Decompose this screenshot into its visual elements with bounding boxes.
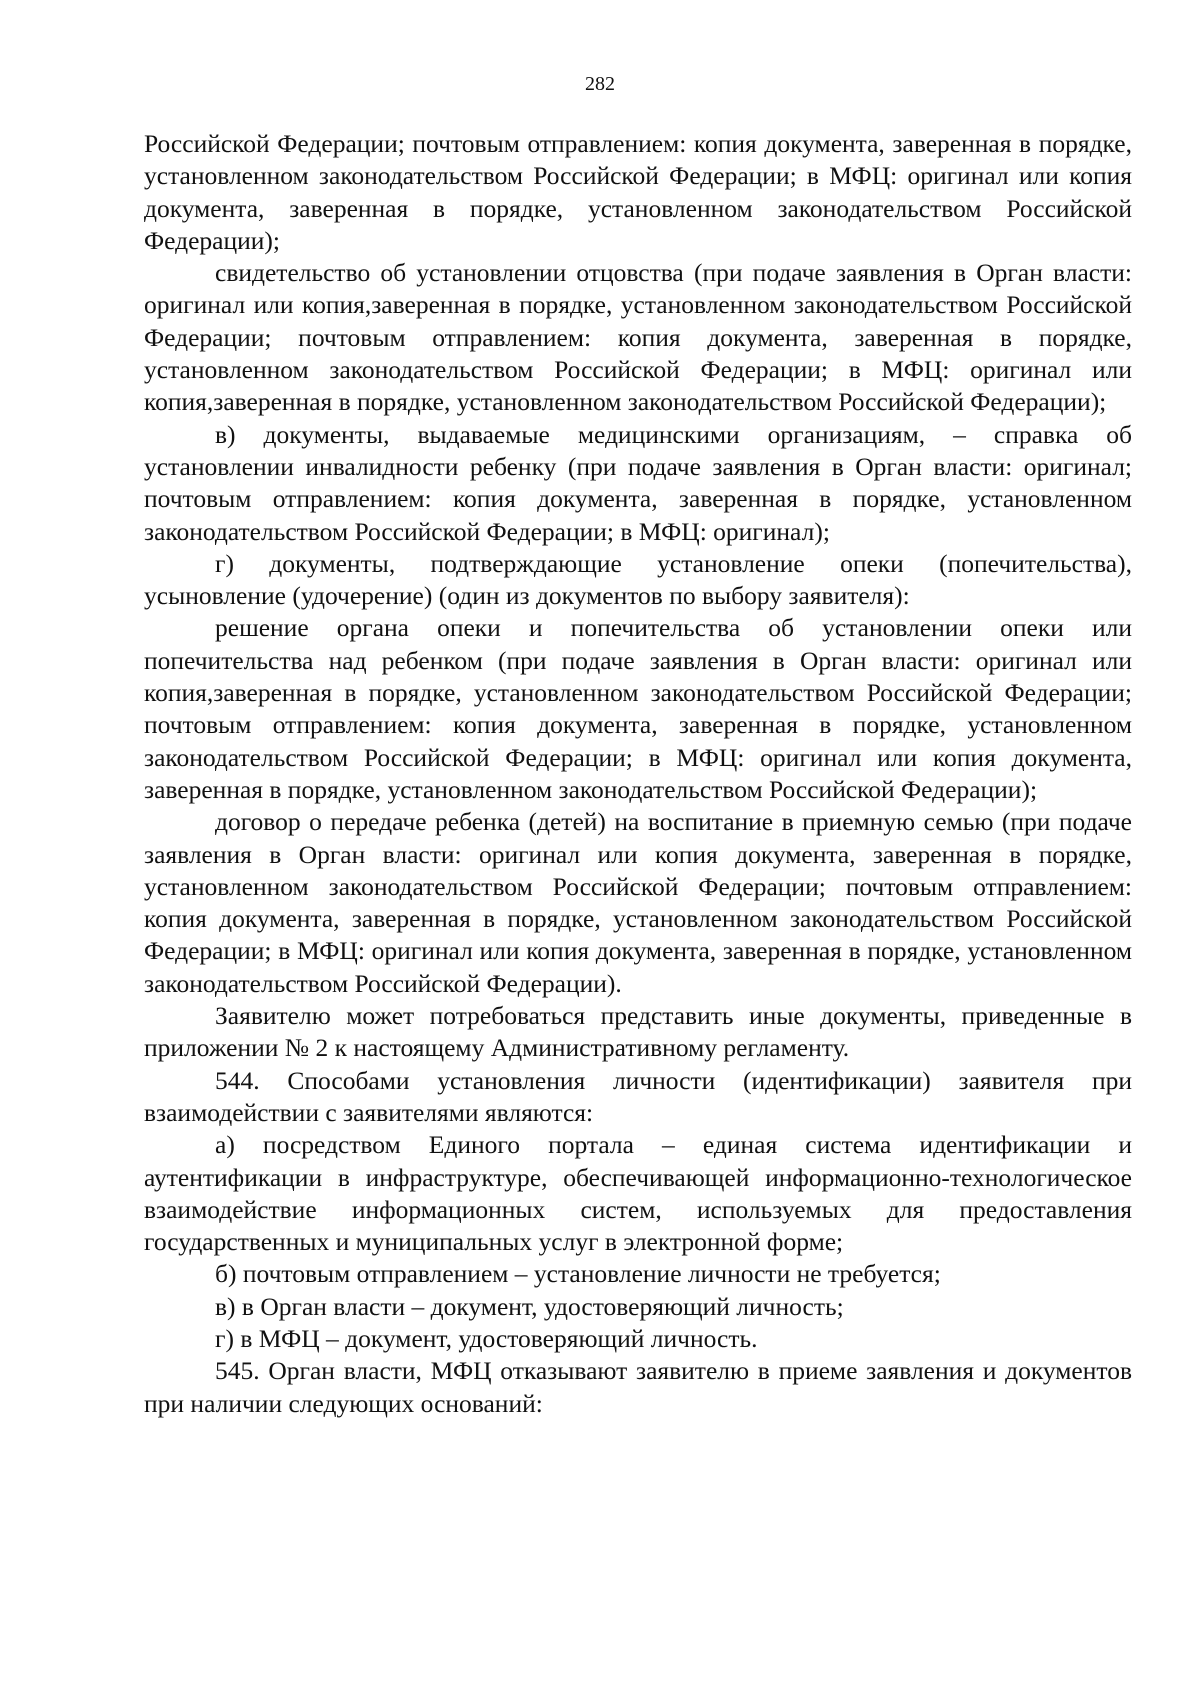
paragraph: в) в Орган власти – документ, удостоверяющий личность; (215, 1291, 844, 1321)
paragraph: 545. Орган власти, МФЦ отказывают заявителю в приеме заявления и документов при наличии следующих оснований: (144, 1356, 1132, 1418)
paragraph: а) посредством Единого портала – единая система идентификации и аутентификации в инфраструктуре, обеспечивающей информационно-технологическое взаимодействие информационных систем, используемых для предоставления государственных и муниципальных услуг в электронной форме; (144, 1130, 1132, 1257)
page-number: 282 (585, 73, 615, 95)
paragraph: г) документы, подтверждающие установление опеки (попечительства), усыновление (удочерение) (один из документов по выбору заявителя): (144, 548, 1132, 611)
paragraph: свидетельство об установлении отцовства (при подаче заявления в Орган власти: оригинал или копия,заверенная в порядке, установленном законодательством Российской Федерации; почтовым отправлением: копия документа, заверенная в порядке, установленном законодательством Российской Федерации; в МФЦ: оригинал или копия,заверенная в порядке, установленном законодательством Российской Федерации); (144, 258, 1132, 417)
paragraph: Заявителю может потребоваться представить иные документы, приведенные в приложении № 2 к настоящему Административному регламенту. (144, 1001, 1132, 1063)
paragraph: б) почтовым отправлением – установление личности не требуется; (215, 1259, 941, 1289)
paragraph: решение органа опеки и попечительства об установлении опеки или попечительства над ребенком (при подаче заявления в Орган власти: оригинал или копия,заверенная в порядке, установленном законодательством Российской Федерации; почтовым отправлением: копия документа, заверенная в порядке, установленном законодательством Российской Федерации; в МФЦ: оригинал или копия документа, заверенная в порядке, установленном законодательством Российской Федерации); (144, 613, 1132, 804)
paragraph: г) в МФЦ – документ, удостоверяющий личность. (215, 1323, 758, 1353)
paragraph: 544. Способами установления личности (идентификации) заявителя при взаимодействии с заявителями являются: (144, 1065, 1132, 1127)
document-body (144, 128, 1132, 1420)
paragraph: в) документы, выдаваемые медицинскими организациям, – справка об установлении инвалидности ребенку (при подаче заявления в Орган власти: оригинал; почтовым отправлением: копия документа, заверенная в порядке, установленном законодательством Российской Федерации; в МФЦ: оригинал); (144, 419, 1132, 546)
paragraph: договор о передаче ребенка (детей) на воспитание в приемную семью (при подаче заявления в Орган власти: оригинал или копия документа, заверенная в порядке, установленном законодательством Российской Федерации; почтовым отправлением: копия документа, заверенная в порядке, установленном законодательством Российской Федерации; в МФЦ: оригинал или копия документа, заверенная в порядке, установленном законодательством Российской Федерации). (144, 807, 1132, 998)
paragraph: Российской Федерации; почтовым отправлением: копия документа, заверенная в порядке, установленном законодательством Российской Федерации; в МФЦ: оригинал или копия документа, заверенная в порядке, установленном законодательством Российской Федерации); (144, 129, 1132, 255)
